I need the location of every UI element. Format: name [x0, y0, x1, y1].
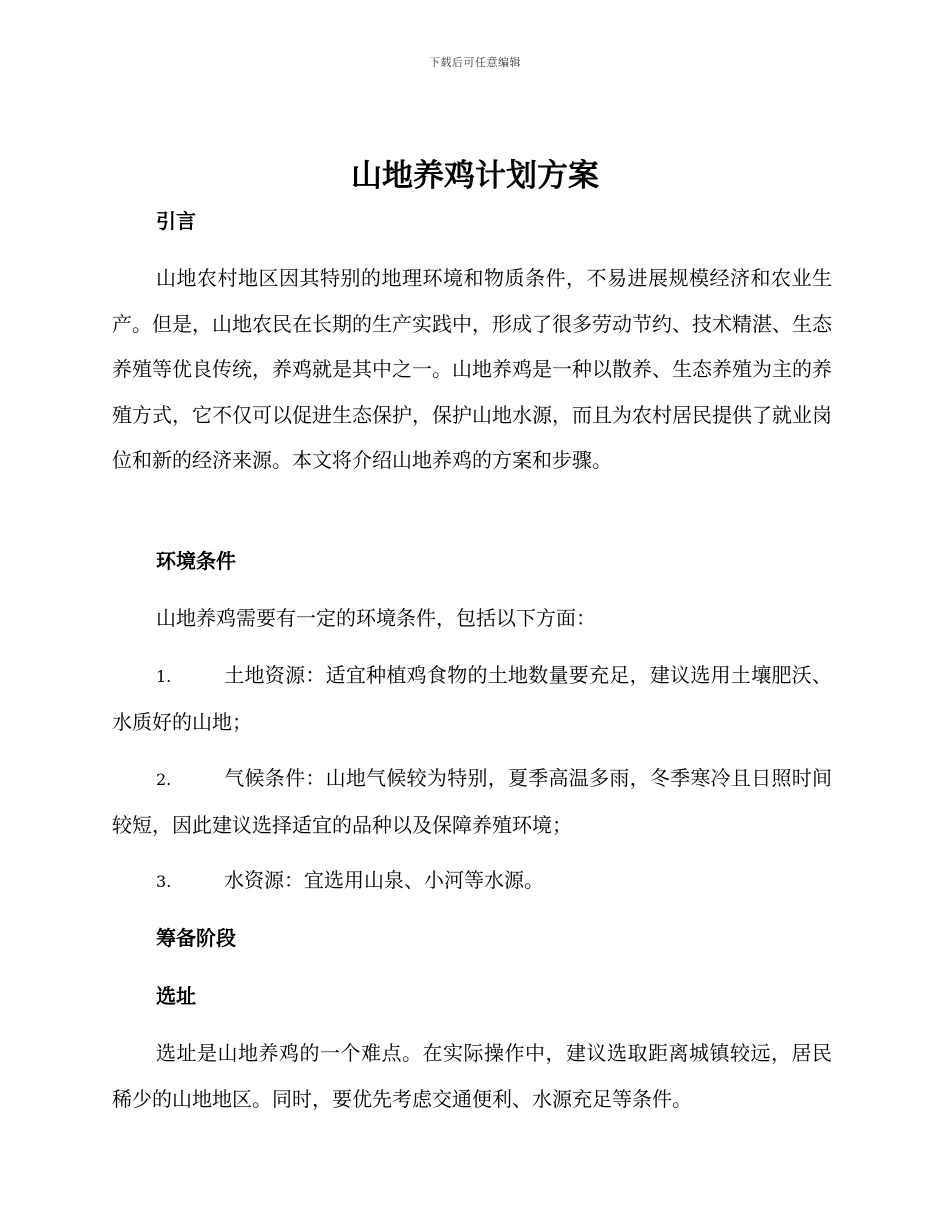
paragraph-environment-intro: 山地养鸡需要有一定的环境条件，包括以下方面：: [156, 606, 596, 630]
document-title: 山地养鸡计划方案: [351, 158, 599, 194]
paragraph-intro: 山地农村地区因其特别的地理环境和物质条件，不易进展规模经济和农业生产。但是，山地农民在长期的生产实践中，形成了很多劳动节约、技术精湛、生态养殖等优良传统，养鸡就是其中之一。山地养鸡是一种以散养、生态养殖为主的养殖方式，它不仅可以促进生态保护，保护山地水源，而且为农村居民提供了就业岗位和新的经济来源。本文将介绍山地养鸡的方案和步骤。: [112, 266, 832, 472]
section-heading-environment: 环境条件: [156, 549, 236, 573]
list-text: 土地资源：适宜种植鸡食物的土地数量要充足，建议选用土壤肥沃、水质好的山地；: [112, 663, 832, 734]
list-number: 3.: [156, 872, 172, 891]
list-text: 水资源：宜选用山泉、小河等水源。: [224, 868, 544, 892]
section-heading-intro: 引言: [156, 209, 196, 233]
list-item: [112, 858, 832, 905]
header-note: 下载后可任意编辑: [429, 56, 521, 69]
list-item: [112, 653, 832, 745]
list-number: 2.: [156, 770, 172, 789]
section-heading-preparation: 筹备阶段: [156, 926, 236, 950]
list-number: 1.: [156, 667, 172, 686]
section-heading-site: 选址: [156, 984, 196, 1008]
list-item: [112, 756, 832, 848]
paragraph-site: 选址是山地养鸡的一个难点。在实际操作中，建议选取距离城镇较远，居民稀少的山地地区。同时，要优先考虑交通便利、水源充足等条件。: [112, 1041, 832, 1111]
list-text: 气候条件：山地气候较为特别，夏季高温多雨，冬季寒冷且日照时间较短，因此建议选择适宜的品种以及保障养殖环境；: [112, 766, 832, 837]
